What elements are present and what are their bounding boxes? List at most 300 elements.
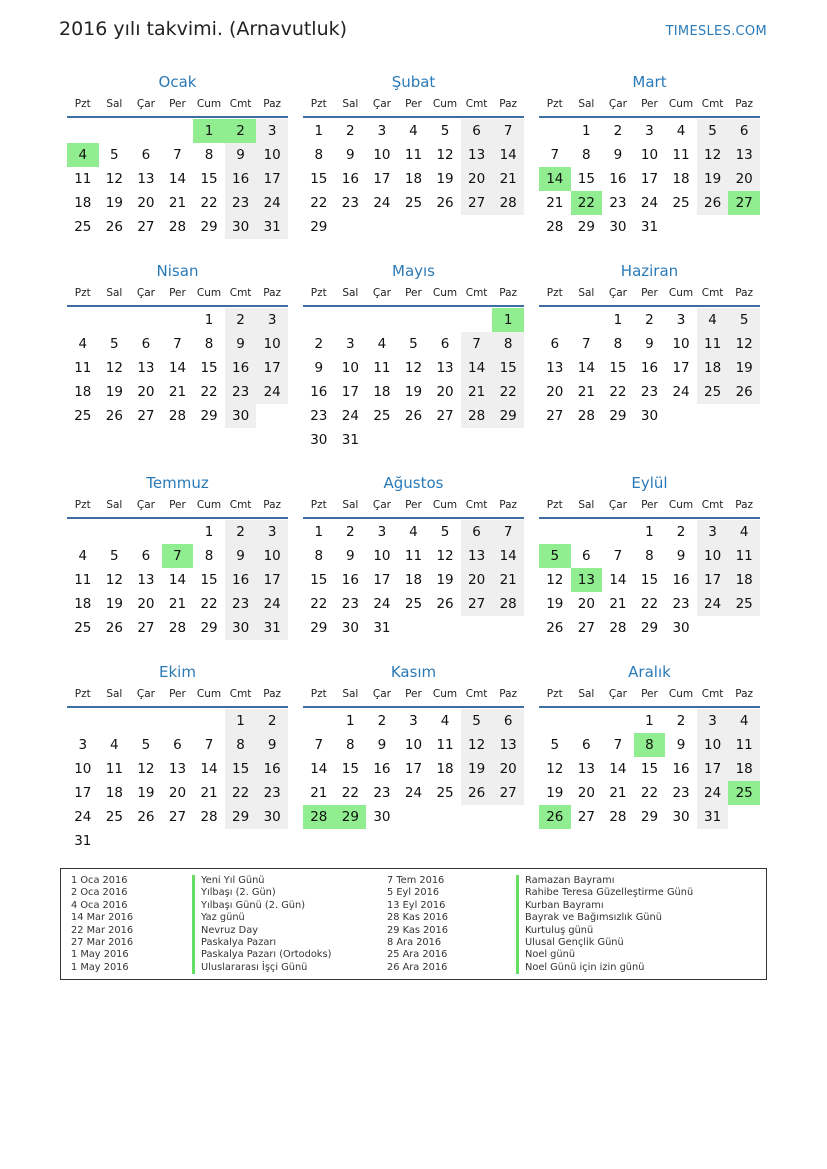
weekday-label: Çar — [608, 499, 627, 511]
day-cell: 24 — [74, 809, 92, 825]
day-cell: 27 — [137, 620, 155, 636]
weekday-header — [539, 494, 760, 516]
empty-cell — [193, 709, 225, 733]
day-cell: 18 — [728, 568, 760, 592]
day-cell: 26 — [105, 408, 123, 424]
day-cell: 20 — [137, 596, 155, 612]
day-cell: 21 — [609, 785, 627, 801]
day-cell: 24 — [373, 195, 391, 211]
weekday-label: Cum — [196, 287, 222, 299]
day-cell: 9 — [314, 360, 324, 376]
weekday-label: Sal — [106, 688, 123, 700]
weekday-label: Çar — [608, 98, 627, 110]
day-cell: 29 — [609, 408, 627, 424]
weekday-label: Per — [405, 499, 422, 511]
day-cell: 17 — [341, 384, 359, 400]
day-cell: 22 — [609, 384, 627, 400]
day-cell: 27 — [168, 809, 187, 825]
day-cell: 12 — [728, 332, 760, 356]
day-cell: 10 — [256, 143, 288, 167]
day-cell: 17 — [373, 171, 391, 187]
day-cell: 11 — [697, 332, 729, 356]
day-cell: 15 — [640, 761, 659, 777]
day-cell: 3 — [377, 123, 387, 139]
weekday-label: Cum — [196, 688, 222, 700]
day-cell: 5 — [461, 709, 493, 733]
month-2 — [303, 71, 524, 239]
day-cell: 8 — [645, 548, 654, 564]
day-cell: 10 — [640, 147, 659, 163]
day-cell: 19 — [546, 596, 564, 612]
day-cell: 30 — [225, 616, 257, 640]
day-cell: 4 — [78, 548, 88, 564]
day-cell: 23 — [373, 785, 391, 801]
day-cell: 12 — [546, 572, 564, 588]
day-cell: 21 — [168, 195, 187, 211]
day-grid — [539, 520, 760, 640]
day-cell: 3 — [78, 737, 88, 753]
month-name: Mart — [632, 73, 667, 91]
weekday-label: Paz — [263, 499, 282, 511]
day-cell: 23 — [225, 592, 257, 616]
day-cell: 23 — [225, 380, 257, 404]
holiday-list — [60, 868, 767, 980]
day-cell: 22 — [492, 380, 524, 404]
empty-cell — [130, 709, 162, 733]
day-cell: 18 — [74, 596, 92, 612]
month-name: Ağustos — [383, 474, 444, 492]
day-cell: 11 — [436, 737, 454, 753]
day-cell: 30 — [672, 809, 690, 825]
day-cell: 31 — [256, 616, 288, 640]
day-cell: 10 — [373, 147, 391, 163]
weekday-label: Çar — [136, 688, 155, 700]
day-cell: 30 — [341, 620, 359, 636]
day-cell: 5 — [697, 119, 729, 143]
weekday-label: Paz — [263, 98, 282, 110]
day-grid — [67, 119, 288, 239]
day-cell: 16 — [341, 572, 359, 588]
weekday-label: Paz — [499, 98, 518, 110]
day-cell: 15 — [577, 171, 595, 187]
day-cell: 25 — [74, 620, 92, 636]
day-cell: 10 — [74, 761, 92, 777]
day-cell: 16 — [609, 171, 627, 187]
day-cell: 3 — [645, 123, 654, 139]
day-cell: 28 — [492, 592, 524, 616]
day-cell: 22 — [310, 195, 328, 211]
day-cell: 30 — [672, 620, 690, 636]
day-cell: 26 — [436, 195, 454, 211]
day-cell: 14 — [461, 356, 493, 380]
weekday-label: Pzt — [74, 98, 91, 110]
day-cell: 4 — [728, 709, 760, 733]
weekday-label: Paz — [499, 499, 518, 511]
weekday-label: Sal — [578, 98, 595, 110]
holiday-day-cell: 4 — [67, 143, 99, 167]
weekday-label: Pzt — [546, 688, 563, 700]
day-cell: 17 — [256, 356, 288, 380]
empty-cell — [67, 709, 99, 733]
weekday-label: Per — [641, 688, 658, 700]
holiday-name: Ramazan Bayramı — [516, 875, 693, 887]
day-cell: 30 — [373, 809, 391, 825]
day-cell: 23 — [672, 785, 690, 801]
weekday-label: Cmt — [229, 98, 252, 110]
day-cell: 2 — [613, 123, 623, 139]
holiday-day-cell: 22 — [571, 191, 603, 215]
day-cell: 15 — [609, 360, 627, 376]
day-cell: 20 — [137, 195, 155, 211]
day-grid — [67, 709, 288, 853]
day-cell: 17 — [672, 360, 690, 376]
day-cell: 3 — [256, 520, 288, 544]
day-cell: 15 — [492, 356, 524, 380]
day-cell: 22 — [310, 596, 328, 612]
day-cell: 17 — [697, 757, 729, 781]
day-cell: 12 — [105, 171, 123, 187]
day-cell: 28 — [609, 620, 627, 636]
weekday-label: Per — [641, 98, 658, 110]
day-cell: 19 — [546, 785, 564, 801]
weekday-label: Cum — [668, 287, 694, 299]
header-rule — [67, 517, 288, 519]
day-cell: 6 — [461, 520, 493, 544]
day-cell: 4 — [440, 713, 450, 729]
day-cell: 16 — [672, 761, 690, 777]
day-cell: 2 — [676, 713, 686, 729]
day-cell: 20 — [492, 757, 524, 781]
day-cell: 16 — [225, 167, 257, 191]
day-cell: 5 — [440, 123, 450, 139]
day-cell: 25 — [404, 195, 423, 211]
day-cell: 16 — [310, 384, 328, 400]
day-cell: 1 — [645, 524, 654, 540]
day-cell: 11 — [672, 147, 690, 163]
day-cell: 28 — [492, 191, 524, 215]
day-cell: 23 — [225, 191, 257, 215]
day-cell: 18 — [728, 757, 760, 781]
day-cell: 1 — [582, 123, 591, 139]
empty-cell — [602, 520, 634, 544]
day-cell: 19 — [728, 356, 760, 380]
day-cell: 5 — [728, 308, 760, 332]
day-cell: 6 — [550, 336, 560, 352]
day-cell: 28 — [168, 219, 187, 235]
day-grid — [303, 709, 524, 829]
day-cell: 25 — [404, 596, 423, 612]
day-cell: 17 — [404, 761, 423, 777]
day-cell: 9 — [346, 147, 355, 163]
empty-cell — [99, 709, 131, 733]
day-cell: 16 — [225, 568, 257, 592]
day-cell: 10 — [672, 336, 690, 352]
weekday-header — [67, 683, 288, 705]
day-cell: 7 — [582, 336, 591, 352]
day-cell: 31 — [640, 219, 659, 235]
day-cell: 29 — [577, 219, 595, 235]
day-cell: 1 — [346, 713, 355, 729]
weekday-label: Paz — [263, 688, 282, 700]
holiday-day-cell: 7 — [162, 544, 194, 568]
weekday-label: Çar — [608, 688, 627, 700]
day-cell: 13 — [168, 761, 187, 777]
day-cell: 26 — [728, 380, 760, 404]
day-cell: 29 — [200, 408, 218, 424]
day-cell: 11 — [404, 548, 423, 564]
day-cell: 7 — [314, 737, 324, 753]
day-cell: 2 — [346, 524, 355, 540]
empty-cell — [303, 308, 335, 332]
holiday-day-cell: 13 — [571, 568, 603, 592]
day-cell: 17 — [256, 167, 288, 191]
day-cell: 12 — [105, 572, 123, 588]
day-cell: 11 — [74, 572, 92, 588]
day-cell: 22 — [200, 195, 218, 211]
day-cell: 24 — [672, 384, 690, 400]
day-cell: 23 — [341, 195, 359, 211]
weekday-label: Cum — [432, 287, 458, 299]
holiday-name: Ulusal Gençlik Günü — [516, 937, 693, 949]
day-cell: 30 — [225, 404, 257, 428]
day-grid — [303, 308, 524, 452]
holiday-date: 27 Mar 2016 — [71, 936, 134, 948]
day-cell: 5 — [110, 548, 119, 564]
day-cell: 13 — [492, 733, 524, 757]
day-cell: 27 — [492, 781, 524, 805]
day-cell: 19 — [436, 171, 454, 187]
empty-cell — [67, 520, 99, 544]
empty-cell — [67, 119, 99, 143]
weekday-label: Cum — [432, 688, 458, 700]
day-cell: 7 — [204, 737, 214, 753]
day-cell: 6 — [141, 147, 151, 163]
holiday-name: Noel Günü için izin günü — [516, 962, 693, 974]
weekday-label: Sal — [106, 98, 123, 110]
weekday-label: Cum — [668, 98, 694, 110]
day-cell: 23 — [640, 384, 659, 400]
day-cell: 21 — [168, 596, 187, 612]
holiday-date: 5 Eyl 2016 — [387, 887, 440, 899]
day-cell: 8 — [204, 147, 214, 163]
day-cell: 3 — [697, 709, 729, 733]
holiday-day-cell: 1 — [193, 119, 225, 143]
day-cell: 11 — [728, 733, 760, 757]
day-cell: 10 — [697, 733, 729, 757]
weekday-label: Çar — [372, 98, 391, 110]
day-cell: 10 — [256, 544, 288, 568]
day-cell: 19 — [105, 384, 123, 400]
weekday-label: Çar — [372, 688, 391, 700]
day-cell: 15 — [310, 572, 328, 588]
header-rule — [303, 517, 524, 519]
day-cell: 3 — [676, 312, 686, 328]
day-cell: 20 — [728, 167, 760, 191]
weekday-label: Cum — [196, 98, 222, 110]
day-cell: 16 — [373, 761, 391, 777]
day-cell: 23 — [609, 195, 627, 211]
brand-link[interactable]: TIMESLES.COM — [665, 24, 767, 39]
day-cell: 11 — [728, 544, 760, 568]
day-cell: 9 — [225, 143, 257, 167]
weekday-label: Per — [169, 98, 186, 110]
month-1 — [67, 71, 288, 239]
weekday-label: Cum — [668, 688, 694, 700]
weekday-label: Sal — [578, 499, 595, 511]
day-cell: 25 — [105, 809, 123, 825]
day-cell: 16 — [672, 572, 690, 588]
day-cell: 24 — [256, 380, 288, 404]
day-cell: 3 — [256, 308, 288, 332]
day-cell: 18 — [105, 785, 123, 801]
day-cell: 4 — [110, 737, 119, 753]
day-cell: 20 — [577, 785, 595, 801]
weekday-label: Cmt — [229, 499, 252, 511]
day-cell: 13 — [137, 171, 155, 187]
day-cell: 14 — [609, 572, 627, 588]
day-cell: 5 — [550, 737, 560, 753]
day-cell: 4 — [409, 123, 418, 139]
day-cell: 1 — [204, 524, 214, 540]
weekday-header — [67, 93, 288, 115]
day-cell: 1 — [314, 524, 324, 540]
day-cell: 6 — [582, 548, 591, 564]
day-cell: 25 — [74, 219, 92, 235]
month-name: Aralık — [628, 663, 671, 681]
weekday-label: Cmt — [701, 287, 724, 299]
holiday-name: Yeni Yıl Günü — [192, 875, 331, 887]
day-cell: 13 — [137, 360, 155, 376]
month-8 — [303, 472, 524, 640]
holiday-name: Bayrak ve Bağımsızlık Günü — [516, 912, 693, 924]
day-cell: 5 — [110, 147, 119, 163]
day-cell: 5 — [409, 336, 418, 352]
day-cell: 21 — [461, 380, 493, 404]
weekday-label: Cmt — [465, 98, 488, 110]
day-cell: 13 — [461, 544, 493, 568]
day-cell: 27 — [436, 408, 454, 424]
day-cell: 7 — [613, 548, 623, 564]
holiday-name: Yaz günü — [192, 912, 331, 924]
day-cell: 6 — [492, 709, 524, 733]
holiday-names-left — [192, 875, 331, 974]
day-cell: 15 — [200, 572, 218, 588]
holiday-dates-left — [71, 875, 133, 974]
day-cell: 4 — [78, 336, 88, 352]
weekday-label: Paz — [735, 287, 754, 299]
day-cell: 26 — [546, 620, 564, 636]
day-cell: 7 — [492, 520, 524, 544]
empty-cell — [162, 520, 194, 544]
holiday-date: 7 Tem 2016 — [387, 875, 445, 886]
month-9 — [539, 472, 760, 640]
day-cell: 7 — [461, 332, 493, 356]
holiday-date: 1 Oca 2016 — [71, 875, 128, 886]
day-cell: 4 — [697, 308, 729, 332]
day-cell: 14 — [577, 360, 595, 376]
day-cell: 27 — [461, 191, 493, 215]
day-grid — [303, 520, 524, 640]
weekday-label: Cmt — [701, 688, 724, 700]
empty-cell — [602, 709, 634, 733]
month-5 — [303, 260, 524, 452]
month-name: Şubat — [391, 73, 436, 91]
day-cell: 14 — [168, 171, 187, 187]
day-cell: 20 — [461, 568, 493, 592]
day-cell: 16 — [225, 356, 257, 380]
month-name: Ekim — [159, 663, 196, 681]
day-cell: 8 — [613, 336, 623, 352]
day-cell: 14 — [310, 761, 328, 777]
holiday-day-cell: 28 — [303, 805, 335, 829]
day-cell: 19 — [105, 195, 123, 211]
month-7 — [67, 472, 288, 640]
day-cell: 9 — [676, 737, 686, 753]
day-cell: 4 — [728, 520, 760, 544]
holiday-dates-right — [387, 875, 448, 974]
day-cell: 6 — [141, 548, 151, 564]
day-grid — [539, 308, 760, 428]
day-cell: 6 — [461, 119, 493, 143]
weekday-label: Çar — [136, 287, 155, 299]
header-rule — [303, 706, 524, 708]
day-cell: 23 — [341, 596, 359, 612]
day-cell: 9 — [645, 336, 654, 352]
weekday-label: Pzt — [74, 499, 91, 511]
day-cell: 14 — [492, 544, 524, 568]
day-cell: 11 — [404, 147, 423, 163]
day-grid — [539, 709, 760, 829]
weekday-label: Paz — [263, 287, 282, 299]
weekday-label: Cum — [432, 499, 458, 511]
weekday-header — [539, 282, 760, 304]
day-cell: 17 — [373, 572, 391, 588]
empty-cell — [398, 308, 430, 332]
month-name: Eylül — [631, 474, 668, 492]
weekday-label: Pzt — [546, 287, 563, 299]
weekday-label: Per — [169, 287, 186, 299]
empty-cell — [539, 709, 571, 733]
day-cell: 19 — [105, 596, 123, 612]
day-cell: 26 — [105, 219, 123, 235]
month-name: Kasım — [390, 663, 437, 681]
day-cell: 8 — [492, 332, 524, 356]
weekday-label: Sal — [342, 98, 359, 110]
weekday-label: Sal — [106, 499, 123, 511]
holiday-date: 2 Oca 2016 — [71, 887, 128, 899]
day-cell: 9 — [225, 332, 257, 356]
empty-cell — [130, 520, 162, 544]
day-cell: 26 — [404, 408, 423, 424]
empty-cell — [571, 520, 603, 544]
header-rule — [539, 517, 760, 519]
empty-cell — [130, 308, 162, 332]
day-cell: 26 — [436, 596, 454, 612]
weekday-label: Paz — [735, 499, 754, 511]
month-name: Temmuz — [146, 474, 209, 492]
day-cell: 13 — [546, 360, 564, 376]
day-cell: 22 — [640, 785, 659, 801]
holiday-name: Kurtuluş günü — [516, 925, 693, 937]
day-cell: 20 — [137, 384, 155, 400]
header-rule — [303, 116, 524, 118]
day-cell: 4 — [409, 524, 418, 540]
day-cell: 29 — [310, 620, 328, 636]
day-cell: 28 — [168, 408, 187, 424]
day-cell: 3 — [697, 520, 729, 544]
day-cell: 15 — [225, 757, 257, 781]
holiday-day-cell: 8 — [634, 733, 666, 757]
